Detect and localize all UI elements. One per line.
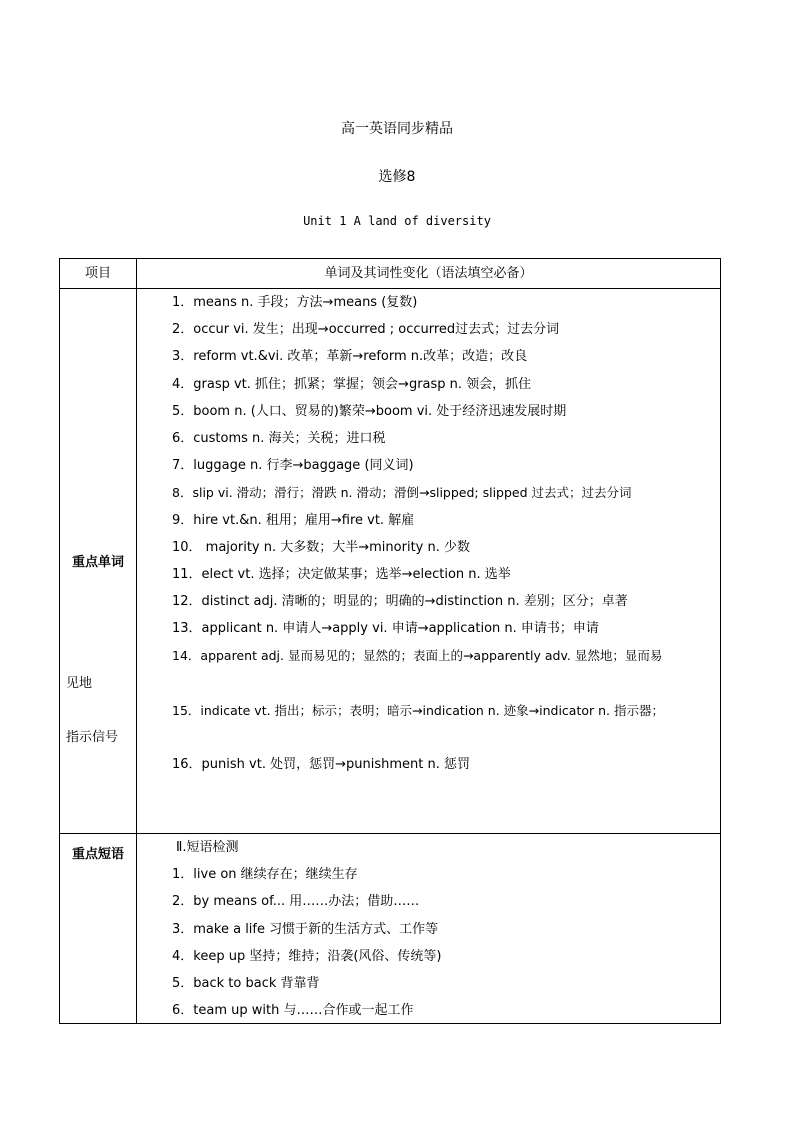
document-subtitle: 选修8 (378, 169, 416, 185)
phrase-item: 3．make a life 习惯于新的生活方式、工作等 (172, 921, 439, 937)
word-item: 3．reform vt.&vi. 改革；革新→reform n.改革；改造；改良 (172, 349, 528, 365)
column-divider (136, 259, 137, 1023)
column-header-item: 项目 (84, 266, 111, 281)
word-item: 6．customs n. 海关；关税；进口税 (172, 430, 386, 446)
phrase-item: 6．team up with 与……合作或一起工作 (172, 1003, 414, 1019)
word-item: 13．applicant n. 申请人→apply vi. 申请→application n. 申请书；申请 (172, 621, 599, 637)
section-label-key-words: 重点单词 (71, 555, 124, 570)
word-item: 1．means n. 手段；方法→means (复数) (172, 295, 418, 310)
word-item: 5．boom n. (人口、贸易的)繁荣→boom vi. 处于经济迅速发展时期 (172, 403, 567, 419)
phrase-item: 4．keep up 坚持；维持；沿袭(风俗、传统等) (172, 948, 442, 964)
word-item: 8．slip vi. 滑动；滑行；滑跌 n. 滑动；滑倒→slipped; slipped 过去式；过去分词 (172, 485, 632, 501)
phrase-list (142, 834, 716, 1024)
word-item-continuation: 指示信号 (66, 730, 119, 745)
word-item: 4．grasp vt. 抓住；抓紧；掌握；领会→grasp n. 领会，抓住 (172, 376, 532, 392)
vocabulary-table (59, 258, 721, 1024)
word-item: 14．apparent adj. 显而易见的；显然的；表面上的→apparently adv. 显然地；显而易 (172, 648, 663, 664)
word-item: 2．occur vi. 发生；出现→occurred ; occurred过去式；过去分词 (172, 322, 560, 338)
word-item: 7．luggage n. 行李→baggage (同义词) (172, 458, 414, 474)
phrase-item: 1．live on 继续存在；继续生存 (172, 867, 358, 883)
word-item: 12．distinct adj. 清晰的；明显的；明确的→distinction n. 差别；区分；卓著 (172, 594, 628, 610)
column-header-content: 单词及其词性变化（语法填空必备） (324, 266, 533, 281)
unit-title: Unit 1 A land of diversity (303, 214, 491, 228)
phrase-section-heading: Ⅱ.短语检测 (176, 840, 239, 855)
word-item: 15．indicate vt. 指出；标示；表明；暗示→indication n. 迹象→indicator n. 指示器； (172, 702, 664, 718)
section-label-key-phrases: 重点短语 (71, 847, 124, 862)
word-item-continuation: 见地 (66, 675, 93, 691)
word-item: 16．punish vt. 处罚，惩罚→punishment n. 惩罚 (172, 757, 470, 773)
phrase-item: 2．by means of... 用……办法；借助…… (172, 894, 420, 910)
word-item: 9．hire vt.&n. 租用；雇用→fire vt. 解雇 (172, 512, 415, 528)
document-title: 高一英语同步精品 (341, 121, 453, 137)
word-item: 11．elect vt. 选择；决定做某事；选举→election n. 选举 (172, 566, 511, 582)
word-item: 10． majority n. 大多数；大半→minority n. 少数 (172, 539, 470, 555)
phrase-item: 5．back to back 背靠背 (172, 975, 320, 991)
